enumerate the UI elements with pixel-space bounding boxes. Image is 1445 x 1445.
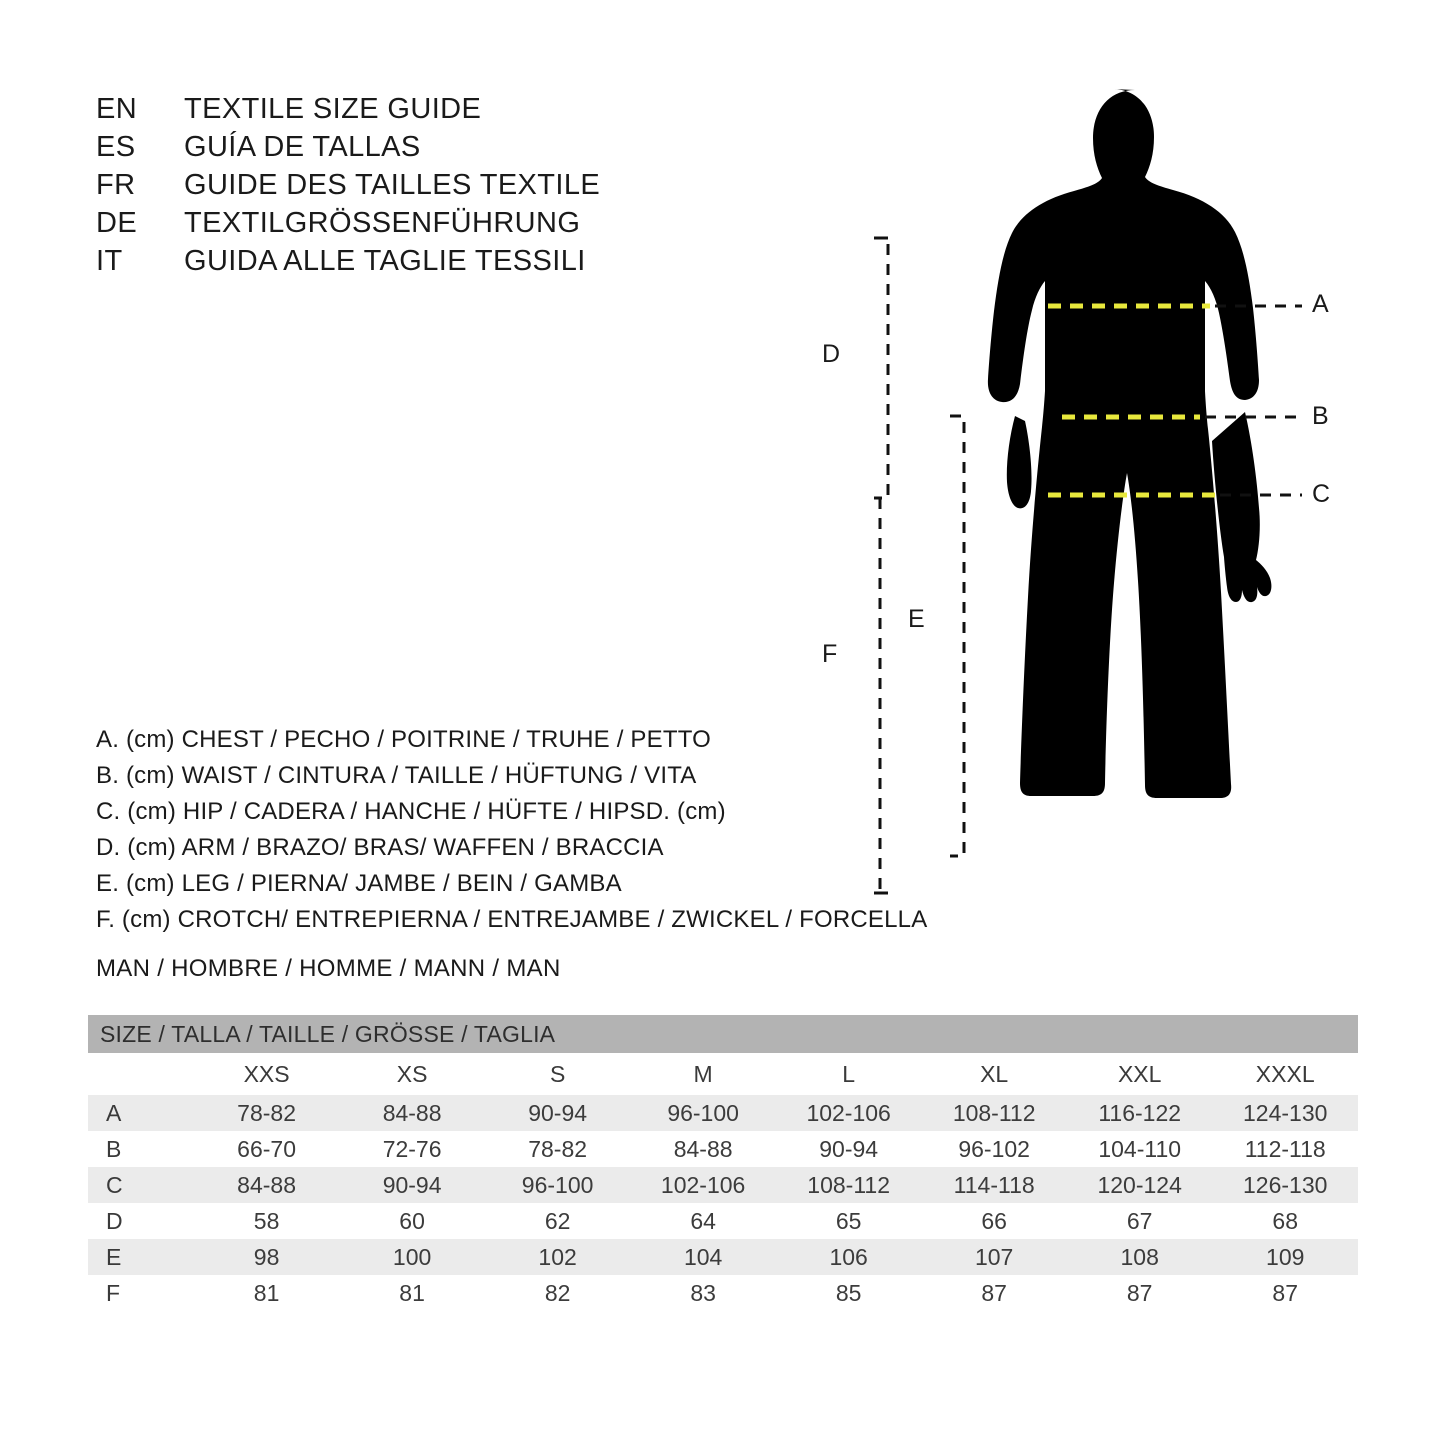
cell-d-xs: 60 xyxy=(339,1203,485,1239)
row-label-e: E xyxy=(88,1239,194,1275)
title-lang-en: EN xyxy=(96,93,138,125)
row-label-d: D xyxy=(88,1203,194,1239)
dimension-label-f: F xyxy=(822,640,838,668)
dimension-label-d: D xyxy=(822,340,841,368)
legend-item-a: A. (cm) CHEST / PECHO / POITRINE / TRUHE / PETTO xyxy=(96,726,712,753)
cell-e-xxxl: 109 xyxy=(1212,1239,1358,1275)
dimension-bracket-e xyxy=(950,416,964,856)
cell-e-l: 106 xyxy=(776,1239,922,1275)
size-table-header: SIZE / TALLA / TAILLE / GRÖSSE / TAGLIA xyxy=(88,1015,1358,1053)
legend-item-f: F. (cm) CROTCH/ ENTREPIERNA / ENTREJAMBE / ZWICKEL / FORCELLA xyxy=(96,906,928,933)
cell-e-xxl: 108 xyxy=(1067,1239,1213,1275)
cell-d-s: 62 xyxy=(485,1203,631,1239)
title-lang-fr: FR xyxy=(96,169,136,201)
title-row xyxy=(96,242,716,280)
cell-f-xs: 81 xyxy=(339,1275,485,1311)
cell-f-l: 85 xyxy=(776,1275,922,1311)
table-row xyxy=(88,1131,1358,1167)
table-row xyxy=(88,1095,1358,1131)
title-lang-de: DE xyxy=(96,207,138,239)
legend-item-e: E. (cm) LEG / PIERNA/ JAMBE / BEIN / GAMBA xyxy=(96,870,622,897)
title-text-es: GUÍA DE TALLAS xyxy=(184,131,421,163)
column-header-xs: XS xyxy=(339,1053,485,1095)
cell-c-m: 102-106 xyxy=(630,1167,776,1203)
row-label-f: F xyxy=(88,1275,194,1311)
corner-cell xyxy=(88,1053,194,1095)
title-lang-es: ES xyxy=(96,131,136,163)
row-label-a: A xyxy=(88,1095,194,1131)
cell-b-m: 84-88 xyxy=(630,1131,776,1167)
title-row xyxy=(96,166,716,204)
cell-e-xxs: 98 xyxy=(194,1239,340,1275)
cell-b-xl: 96-102 xyxy=(921,1131,1067,1167)
title-row xyxy=(96,90,716,128)
cell-b-s: 78-82 xyxy=(485,1131,631,1167)
column-header-xxl: XXL xyxy=(1067,1053,1213,1095)
cell-f-xl: 87 xyxy=(921,1275,1067,1311)
measurement-legend xyxy=(96,722,928,938)
cell-a-l: 102-106 xyxy=(776,1095,922,1131)
cell-e-xs: 100 xyxy=(339,1239,485,1275)
cell-b-xs: 72-76 xyxy=(339,1131,485,1167)
table-row xyxy=(88,1167,1358,1203)
cell-e-m: 104 xyxy=(630,1239,776,1275)
cell-c-l: 108-112 xyxy=(776,1167,922,1203)
cell-f-xxl: 87 xyxy=(1067,1275,1213,1311)
cell-d-xxxl: 68 xyxy=(1212,1203,1358,1239)
cell-a-m: 96-100 xyxy=(630,1095,776,1131)
male-silhouette-icon xyxy=(988,89,1272,798)
cell-d-l: 65 xyxy=(776,1203,922,1239)
column-header-xxxl: XXXL xyxy=(1212,1053,1358,1095)
cell-f-xxxl: 87 xyxy=(1212,1275,1358,1311)
dimension-bracket-f xyxy=(874,238,888,893)
table-column-headers xyxy=(88,1053,1358,1095)
row-label-c: C xyxy=(88,1167,194,1203)
title-row xyxy=(96,204,716,242)
cell-c-s: 96-100 xyxy=(485,1167,631,1203)
cell-b-xxxl: 112-118 xyxy=(1212,1131,1358,1167)
cell-a-s: 90-94 xyxy=(485,1095,631,1131)
column-header-s: S xyxy=(485,1053,631,1095)
dimension-label-a: A xyxy=(1312,290,1329,318)
legend-item-b: B. (cm) WAIST / CINTURA / TAILLE / HÜFTUNG / VITA xyxy=(96,762,697,789)
cell-f-s: 82 xyxy=(485,1275,631,1311)
table-row xyxy=(88,1239,1358,1275)
title-block xyxy=(96,90,716,280)
title-text-en: TEXTILE SIZE GUIDE xyxy=(184,93,482,125)
cell-c-xxs: 84-88 xyxy=(194,1167,340,1203)
cell-a-xxl: 116-122 xyxy=(1067,1095,1213,1131)
cell-c-xl: 114-118 xyxy=(921,1167,1067,1203)
legend-item-d: D. (cm) ARM / BRAZO/ BRAS/ WAFFEN / BRACCIA xyxy=(96,834,664,861)
column-header-m: M xyxy=(630,1053,776,1095)
cell-e-s: 102 xyxy=(485,1239,631,1275)
dimension-bracket-d xyxy=(874,238,888,498)
cell-b-xxl: 104-110 xyxy=(1067,1131,1213,1167)
cell-d-m: 64 xyxy=(630,1203,776,1239)
column-header-l: L xyxy=(776,1053,922,1095)
cell-d-xl: 66 xyxy=(921,1203,1067,1239)
title-lang-it: IT xyxy=(96,245,123,277)
table-header-row xyxy=(88,1015,1358,1053)
cell-c-xs: 90-94 xyxy=(339,1167,485,1203)
cell-f-xxs: 81 xyxy=(194,1275,340,1311)
cell-d-xxs: 58 xyxy=(194,1203,340,1239)
body-measurement-diagram xyxy=(790,60,1390,960)
cell-c-xxl: 120-124 xyxy=(1067,1167,1213,1203)
title-text-fr: GUIDE DES TAILLES TEXTILE xyxy=(184,169,601,201)
table-row xyxy=(88,1275,1358,1311)
cell-b-l: 90-94 xyxy=(776,1131,922,1167)
title-row xyxy=(96,128,716,166)
cell-a-xs: 84-88 xyxy=(339,1095,485,1131)
cell-c-xxxl: 126-130 xyxy=(1212,1167,1358,1203)
dimension-label-c: C xyxy=(1312,480,1331,508)
cell-d-xxl: 67 xyxy=(1067,1203,1213,1239)
silhouette-figure-svg xyxy=(790,60,1390,960)
column-header-xl: XL xyxy=(921,1053,1067,1095)
cell-e-xl: 107 xyxy=(921,1239,1067,1275)
cell-a-xl: 108-112 xyxy=(921,1095,1067,1131)
title-text-it: GUIDA ALLE TAGLIE TESSILI xyxy=(184,245,586,277)
cell-f-m: 83 xyxy=(630,1275,776,1311)
column-header-xxs: XXS xyxy=(194,1053,340,1095)
dimension-label-e: E xyxy=(908,605,925,633)
title-text-de: TEXTILGRÖSSENFÜHRUNG xyxy=(184,207,581,239)
cell-b-xxs: 66-70 xyxy=(194,1131,340,1167)
dimension-label-b: B xyxy=(1312,402,1329,430)
row-label-b: B xyxy=(88,1131,194,1167)
legend-item-c: C. (cm) HIP / CADERA / HANCHE / HÜFTE / HIPSD. (cm) xyxy=(96,798,726,825)
cell-a-xxxl: 124-130 xyxy=(1212,1095,1358,1131)
gender-label: MAN / HOMBRE / HOMME / MANN / MAN xyxy=(96,955,561,982)
table-row xyxy=(88,1203,1358,1239)
cell-a-xxs: 78-82 xyxy=(194,1095,340,1131)
size-table xyxy=(88,1015,1358,1311)
